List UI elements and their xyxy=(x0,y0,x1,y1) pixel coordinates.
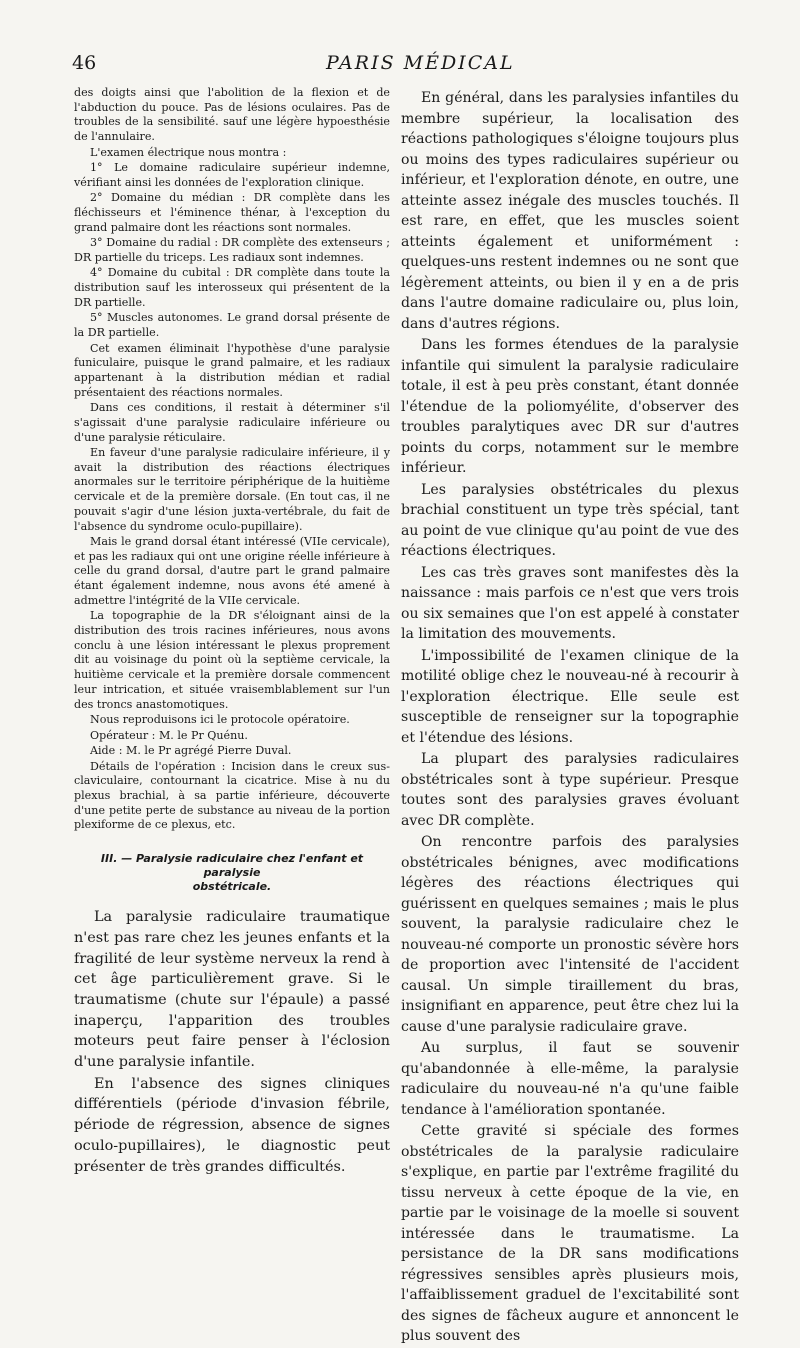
paragraph: Aide : M. le Pr agrégé Pierre Duval. xyxy=(90,744,292,758)
left-column xyxy=(74,86,390,1178)
paragraph: En faveur d'une paralysie radiculaire inférieure, il y avait la distribution des réactions électriques anormales sur le territoire périphérique de la huitième cervicale et de la première dorsale. (En tout cas, il ne pouvait s'agir d'une lésion juxta-vertébrale, du fait de l'absence du syndrome oculo-pupillaire). xyxy=(74,446,390,533)
paragraph: Au surplus, il faut se souvenir qu'abandonnée à elle-même, la paralysie radiculaire du nouveau-né n'a qu'une faible tendance à l'amélioration spontanée. xyxy=(401,1040,739,1118)
paragraph: Dans ces conditions, il restait à déterminer s'il s'agissait d'une paralysie radiculaire inférieure ou d'une paralysie réticulaire. xyxy=(74,401,390,444)
paragraph: Les paralysies obstétricales du plexus brachial constituent un type très spécial, tant au point de vue clinique qu'au point de vue des réactions électriques. xyxy=(401,481,739,559)
paragraph: des doigts ainsi que l'abolition de la flexion et de l'abduction du pouce. Pas de lésions oculaires. Pas de troubles de la sensibilité. sauf une légère hypoesthésie de l'annulaire. xyxy=(74,86,390,144)
paragraph: Cette gravité si spéciale des formes obstétricales de la paralysie radiculaire s'explique, en partie par l'extrême fragilité du tissu nerveux à cette époque de la vie, en partie par le voisinage de la moelle si souvent intéressée dans le traumatisme. La persistance de la DR sans modifications régressives sensibles après plusieurs mois, l'affaiblissement graduel de l'excitabilité sont des signes de fâcheux augure et annoncent le plus souvent des xyxy=(401,1123,739,1344)
right-column xyxy=(401,88,739,1348)
paragraph: Détails de l'opération : Incision dans le creux sus-claviculaire, contournant la cicatrice. Mise à nu du plexus brachial, à sa partie inférieure, découverte d'une petite perte de substance au niveau de la portion plexiforme de ce plexus, etc. xyxy=(74,759,390,832)
paragraph: 2° Domaine du médian : DR complète dans les fléchisseurs et l'éminence thénar, à l'exception du grand palmaire dont les réactions sont normales. xyxy=(74,191,390,234)
paragraph: La plupart des paralysies radiculaires obstétricales sont à type supérieur. Presque toutes sont des paralysies graves évoluant avec DR complète. xyxy=(401,751,739,829)
running-title: PARIS MÉDICAL xyxy=(326,52,515,74)
paragraph: 5° Muscles autonomes. Le grand dorsal présente de la DR partielle. xyxy=(74,311,390,340)
paragraph: En l'absence des signes cliniques différentiels (période d'invasion fébrile, période de régression, absence de signes oculo-pupillaires), le diagnostic peut présenter de très grandes difficultés. xyxy=(74,1075,390,1175)
section-heading-line: obstétricale. xyxy=(192,880,272,894)
small-text-block xyxy=(74,86,390,833)
page-number: 46 xyxy=(72,52,97,74)
paragraph: En général, dans les paralysies infantiles du membre supérieur, la localisation des réactions pathologiques s'éloigne toujours plus ou moins des types radiculaires supérieur ou inférieur, et l'exploration dénote, en outre, une atteinte assez inégale des muscles touchés. Il est rare, en effet, que les muscles soient atteints également et uniformément : quelques-uns restent indemnes ou ne sont que légèrement atteints, ou bien il y en a de pris dans l'autre domaine radiculaire ou, plus loin, dans d'autres régions. xyxy=(401,90,739,332)
paragraph: Opérateur : M. le Pr Quénu. xyxy=(90,728,248,742)
paragraph: On rencontre parfois des paralysies obstétricales bénignes, avec modifications légères des réactions électriques qui guérissent en quelques semaines ; mais le plus souvent, la paralysie radiculaire chez le nouveau-né comporte un pronostic sévère hors de proportion avec l'intensité de l'accident causal. Un simple tiraillement du bras, insignifiant en apparence, peut être chez lui la cause d'une paralysie radiculaire grave. xyxy=(401,834,739,1035)
paragraph: Les cas très graves sont manifestes dès la naissance : mais parfois ce n'est que vers trois ou six semaines que l'on est appelé à constater la limitation des mouvements. xyxy=(401,564,739,642)
section-heading-line: III. — Paralysie radiculaire chez l'enfant et paralysie xyxy=(100,852,364,880)
large-text-block xyxy=(74,907,390,1177)
paragraph: 3° Domaine du radial : DR complète des extenseurs ; DR partielle du triceps. Les radiaux sont indemnes. xyxy=(74,236,390,264)
section-heading xyxy=(74,852,390,894)
paragraph: Dans les formes étendues de la paralysie infantile qui simulent la paralysie radiculaire totale, il est à peu près constant, étant donnée l'étendue de la poliomyélite, d'observer des troubles paralytiques avec DR sur d'autres points du corps, notamment sur le membre inférieur. xyxy=(401,337,739,476)
paragraph: Mais le grand dorsal étant intéressé (VIIe cervicale), et pas les radiaux qui ont une origine réelle inférieure à celle du grand dorsal, d'autre part le grand palmaire étant également indemne, nous avons été amené à admettre l'intégrité de la VIIe cervicale. xyxy=(74,535,390,607)
paragraph: 1° Le domaine radiculaire supérieur indemne, vérifiant ainsi les données de l'exploration clinique. xyxy=(74,161,390,189)
paragraph: Nous reproduisons ici le protocole opératoire. xyxy=(90,713,350,727)
paragraph: L'impossibilité de l'examen clinique de la motilité oblige chez le nouveau-né à recourir à l'exploration électrique. Elle seule est susceptible de renseigner sur la topographie et l'étendue des lésions. xyxy=(401,647,739,746)
paragraph: L'examen électrique nous montra : xyxy=(90,145,287,159)
paragraph: La topographie de la DR s'éloignant ainsi de la distribution des trois racines inférieures, nous avons conclu à une lésion intéressant le plexus proprement dit au voisinage du point où la septième cervicale, la huitième cervicale et la première dorsale commencent leur intrication, et située vraisemblablement sur l'un des troncs anastomotiques. xyxy=(74,609,390,711)
paragraph: Cet examen éliminait l'hypothèse d'une paralysie funiculaire, puisque le grand palmaire, et les radiaux appartenant à la distribution médian et radial présentaient des réactions normales. xyxy=(74,341,390,399)
paragraph: 4° Domaine du cubital : DR complète dans toute la distribution sauf les interosseux qui présentent de la DR partielle. xyxy=(74,266,390,309)
paragraph: La paralysie radiculaire traumatique n'est pas rare chez les jeunes enfants et la fragilité de leur système nerveux la rend à cet âge particulièrement grave. Si le traumatisme (chute sur l'épaule) a passé inaperçu, l'apparition des troubles moteurs peut faire penser à l'éclosion d'une paralysie infantile. xyxy=(74,909,390,1071)
